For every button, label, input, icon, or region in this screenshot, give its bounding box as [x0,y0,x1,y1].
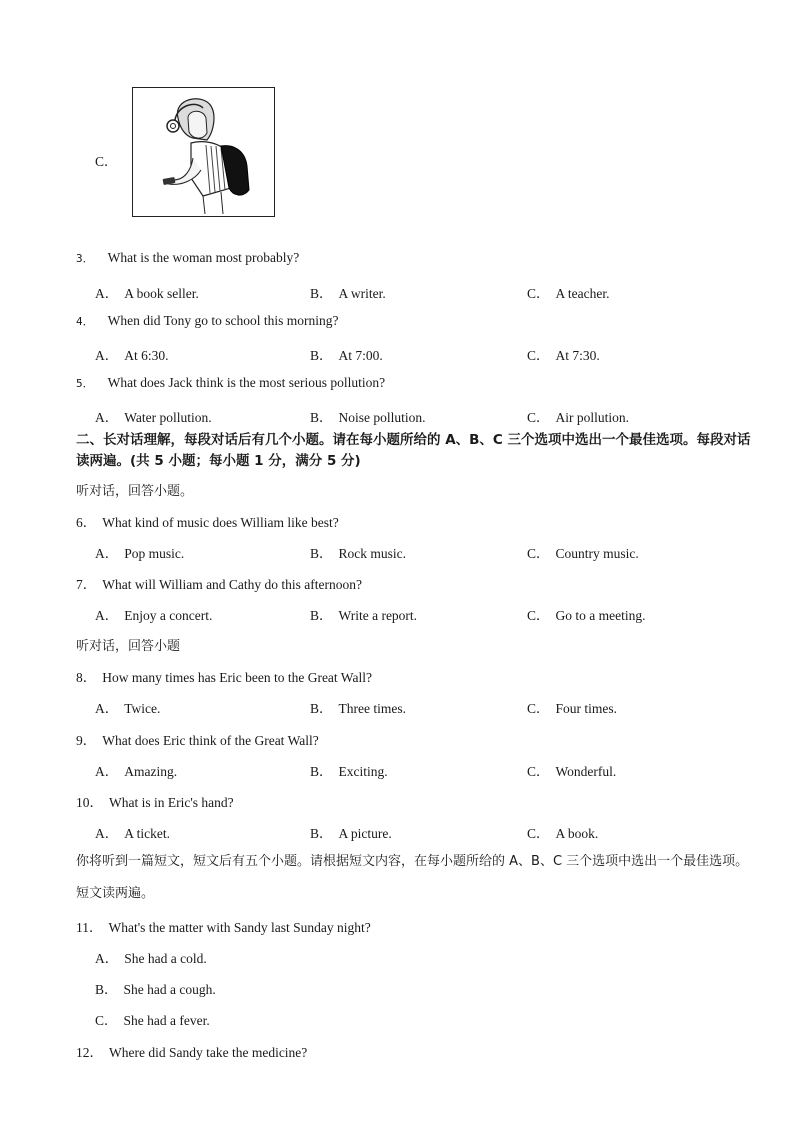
question-text: What does Jack think is the most serious pollution? [107,375,386,390]
q8-option-a[interactable]: A． Twice. [95,701,161,716]
question-text: When did Tony go to school this morning? [107,313,339,328]
q10-option-b[interactable]: B． A picture. [310,826,392,841]
question-number: 5． [76,377,94,390]
passage-instruction: 你将听到一篇短文，短文后有五个小题。请根据短文内容，在每小题所给的 A、B、C 三个选项中选出一个最佳选项。短文读两遍。 [76,854,749,901]
question-12: 12． Where did Sandy take the medicine? [76,1045,308,1060]
figure-image-box [132,87,275,217]
option-c-label: C． [95,154,118,169]
q3-option-b[interactable]: B． A writer. [310,286,386,301]
instruction-text: 听对话，回答小题 [76,639,181,654]
q6-option-a[interactable]: A． Pop music. [95,546,185,561]
q6-option-c[interactable]: C． Country music. [527,546,639,561]
question-number: 4． [76,315,94,328]
question-10: 10． What is in Eric's hand? [76,795,234,810]
q7-option-b[interactable]: B． Write a report. [310,608,418,623]
q8-option-c[interactable]: C． Four times. [527,701,618,716]
q9-option-b[interactable]: B． Exciting. [310,764,388,779]
q9-option-c[interactable]: C． Wonderful. [527,764,617,779]
q4-option-a[interactable]: A． At 6:30. [95,348,169,363]
question-text: What is the woman most probably? [107,250,300,265]
q3-option-a[interactable]: A． A book seller. [95,286,199,301]
woman-with-headphones-illustration [133,88,274,216]
q5-option-c[interactable]: C． Air pollution. [527,410,630,425]
q11-option-c[interactable]: C． She had a fever. [95,1013,210,1028]
q11-option-b[interactable]: B． She had a cough. [95,982,216,997]
q5-option-a[interactable]: A． Water pollution. [95,410,212,425]
question-3 [76,250,299,266]
q6-option-b[interactable]: B． Rock music. [310,546,407,561]
q10-option-c[interactable]: C． A book. [527,826,599,841]
question-6: 6． What kind of music does William like best? [76,515,339,530]
question-9: 9． What does Eric think of the Great Wall? [76,733,319,748]
q11-option-a[interactable]: A． She had a cold. [95,951,207,966]
q5-option-b[interactable]: B． Noise pollution. [310,410,426,425]
q3-option-c[interactable]: C． A teacher. [527,286,610,301]
question-7: 7． What will William and Cathy do this afternoon? [76,577,363,592]
q10-option-a[interactable]: A． A ticket. [95,826,170,841]
instruction-text: 听对话，回答小题。 [76,484,194,499]
q7-option-a[interactable]: A． Enjoy a concert. [95,608,213,623]
section-2-heading: 二、长对话理解，每段对话后有几个小题。请在每小题所给的 A、B、C 三个选项中选出一个最佳选项。每段对话读两遍。(共 5 小题；每小题 1 分，满分 5 分) [76,432,751,469]
question-8: 8． How many times has Eric been to the Great Wall? [76,670,372,685]
question-number: 3． [76,252,94,265]
question-4 [76,313,339,329]
q9-option-a[interactable]: A． Amazing. [95,764,178,779]
question-11: 11． What's the matter with Sandy last Sunday night? [76,920,371,935]
question-5 [76,375,385,391]
q7-option-c[interactable]: C． Go to a meeting. [527,608,646,623]
q8-option-b[interactable]: B． Three times. [310,701,406,716]
q4-option-b[interactable]: B． At 7:00. [310,348,383,363]
q4-option-c[interactable]: C． At 7:30. [527,348,600,363]
